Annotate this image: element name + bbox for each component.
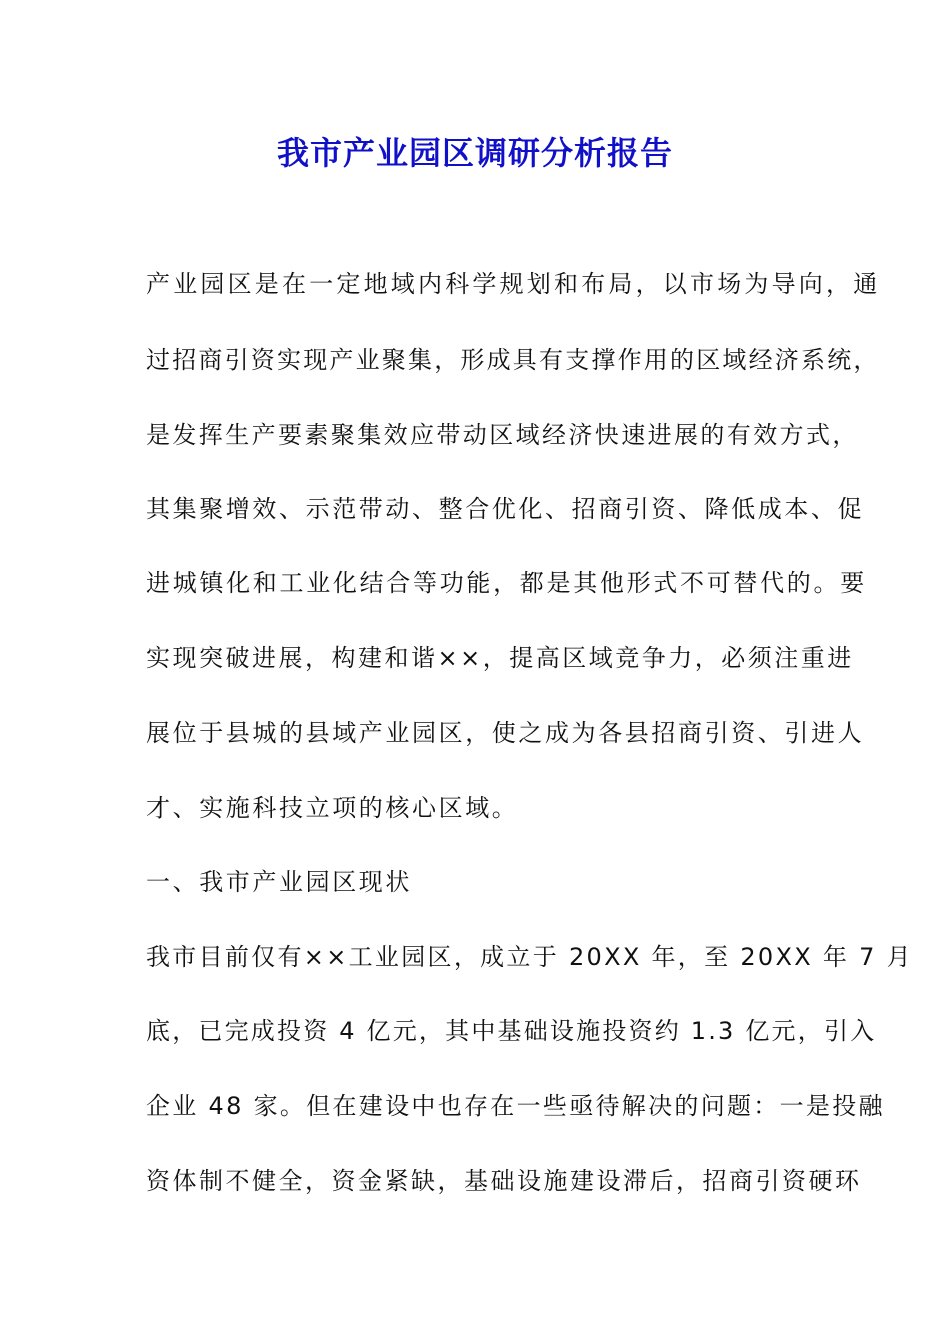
- paragraph-line: 其集聚增效、示范带动、整合优化、招商引资、降低成本、促: [146, 495, 865, 523]
- paragraph-line: 是发挥生产要素聚集效应带动区域经济快速进展的有效方式，: [146, 421, 859, 449]
- paragraph-line: 才、实施科技立项的核心区域。: [146, 794, 519, 822]
- paragraph-line: 过招商引资实现产业聚集，形成具有支撑作用的区域经济系统，: [146, 346, 880, 374]
- paragraph-line: 企业 48 家。但在建设中也存在一些亟待解决的问题：一是投融: [146, 1092, 885, 1120]
- section-heading: 一、我市产业园区现状: [146, 868, 412, 896]
- paragraph-line: 底，已完成投资 4 亿元，其中基础设施投资约 1.3 亿元，引入: [146, 1017, 877, 1045]
- paragraph-line: 产业园区是在一定地域内科学规划和布局，以市场为导向，通: [146, 270, 881, 298]
- paragraph-line: 进城镇化和工业化结合等功能，都是其他形式不可替代的。要: [146, 569, 867, 597]
- paragraph-line: 实现突破进展，构建和谐××，提高区域竞争力，必须注重进: [146, 644, 854, 672]
- paragraph-line: 展位于县城的县域产业园区，使之成为各县招商引资、引进人: [146, 719, 865, 747]
- paragraph-line: 我市目前仅有××工业园区，成立于 20XX 年，至 20XX 年 7 月: [146, 943, 913, 971]
- paragraph-line: 资体制不健全，资金紧缺，基础设施建设滞后，招商引资硬环: [146, 1167, 862, 1195]
- document-title: 我市产业园区调研分析报告: [276, 134, 673, 172]
